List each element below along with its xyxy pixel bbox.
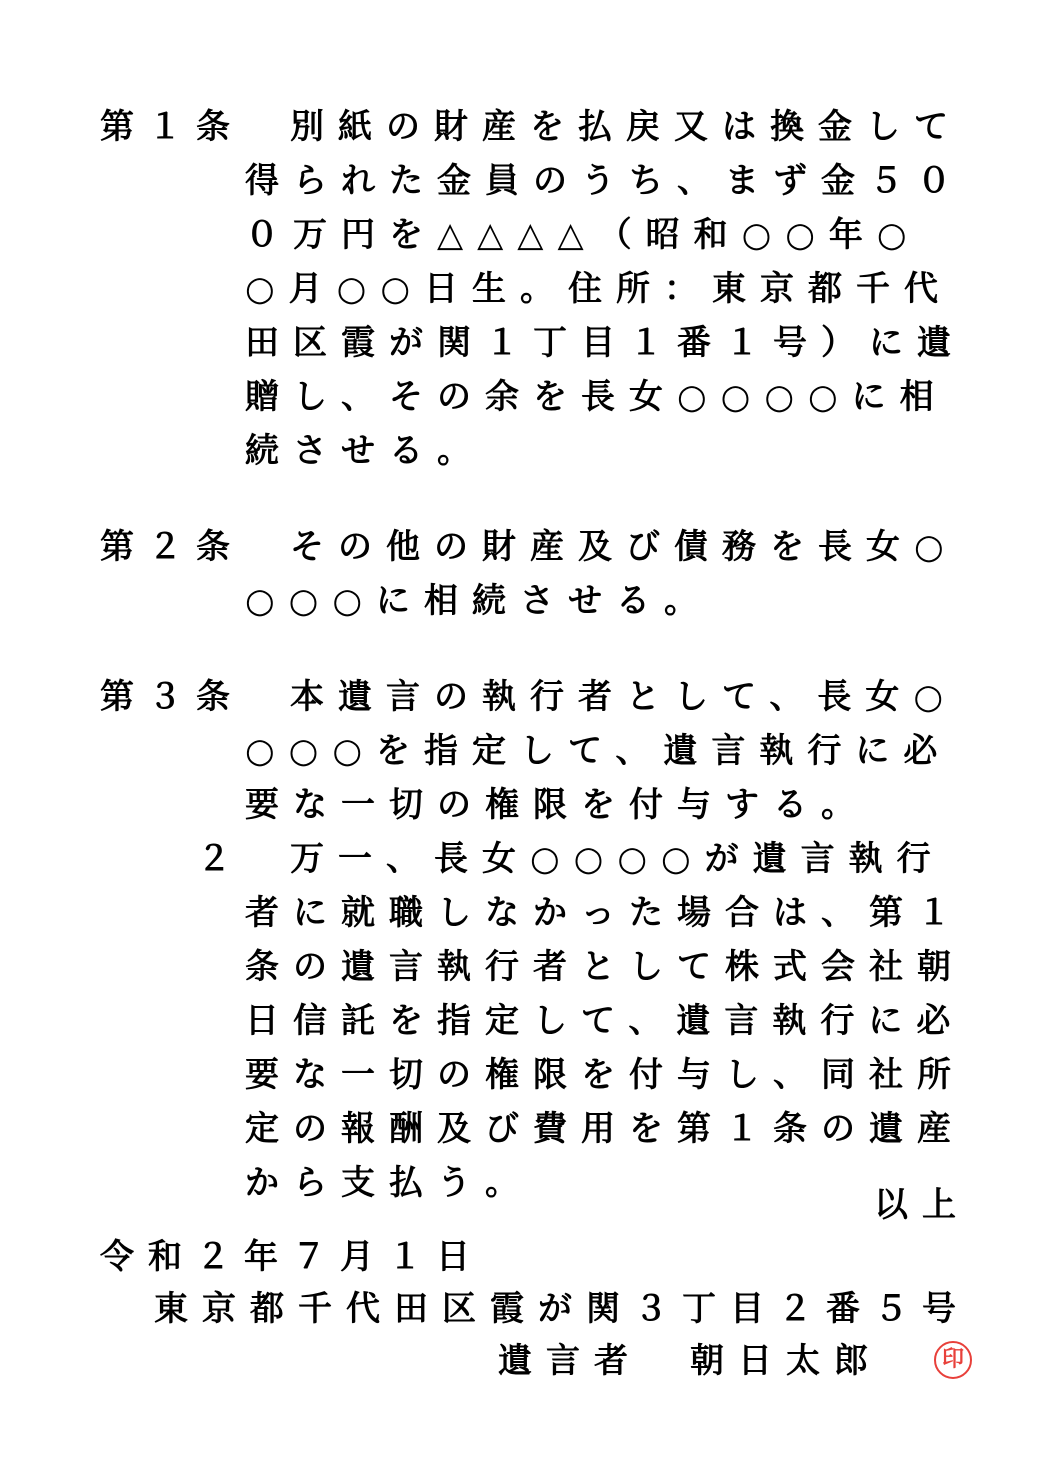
testator-label: 遺言者: [498, 1341, 642, 1381]
article3-line-1: 本遺言の執行者として、長女○: [290, 677, 957, 717]
article3-para2-line-4: 日信託を指定して、遺言執行に必: [245, 1001, 965, 1041]
article1-line-2: 得られた金員のうち、まず金５０: [245, 161, 965, 201]
article1-line-5: 田区霞が関１丁目１番１号）に遺: [245, 323, 965, 363]
article2-line-1: その他の財産及び債務を長女○: [290, 527, 958, 567]
article3-para2-line-1: 万一、長女○○○○が遺言執行: [290, 839, 945, 879]
article3-para2-number: ２: [197, 839, 245, 879]
article3-heading: 第３条: [100, 677, 244, 717]
article1-line-4: ○月○○日生。住所：東京都千代: [245, 269, 953, 309]
article3-line-3: 要な一切の権限を付与する。: [245, 785, 869, 825]
article3-para2-line-6: 定の報酬及び費用を第１条の遺産: [245, 1109, 965, 1149]
document-date: 令和２年７月１日: [100, 1237, 484, 1277]
article3-para2-line-7: から支払う。: [245, 1163, 533, 1203]
article1-heading: 第１条: [100, 107, 244, 147]
article3-para2-line-5: 要な一切の権限を付与し、同社所: [245, 1055, 965, 1095]
article2-heading: 第２条: [100, 527, 244, 567]
testator-address: 東京都千代田区霞が関３丁目２番５号: [154, 1289, 970, 1329]
article1-line-3: ０万円を△△△△（昭和○○年○: [245, 215, 921, 255]
article1-line-7: 続させる。: [245, 431, 485, 471]
article3-line-2: ○○○を指定して、遺言執行に必: [245, 731, 952, 771]
article3-para2-line-3: 条の遺言執行者として株式会社朝: [245, 947, 965, 987]
testator-name: 朝日太郎: [690, 1341, 882, 1381]
article2-line-2: ○○○に相続させる。: [245, 581, 713, 621]
article1-line-6: 贈し、その余を長女○○○○に相: [245, 377, 948, 417]
seal-stamp-icon: 印: [934, 1341, 972, 1379]
article3-para2-line-2: 者に就職しなかった場合は、第１: [245, 893, 965, 933]
closing-text: 以上: [874, 1185, 970, 1225]
article1-line-1: 別紙の財産を払戻又は換金して: [290, 107, 962, 147]
